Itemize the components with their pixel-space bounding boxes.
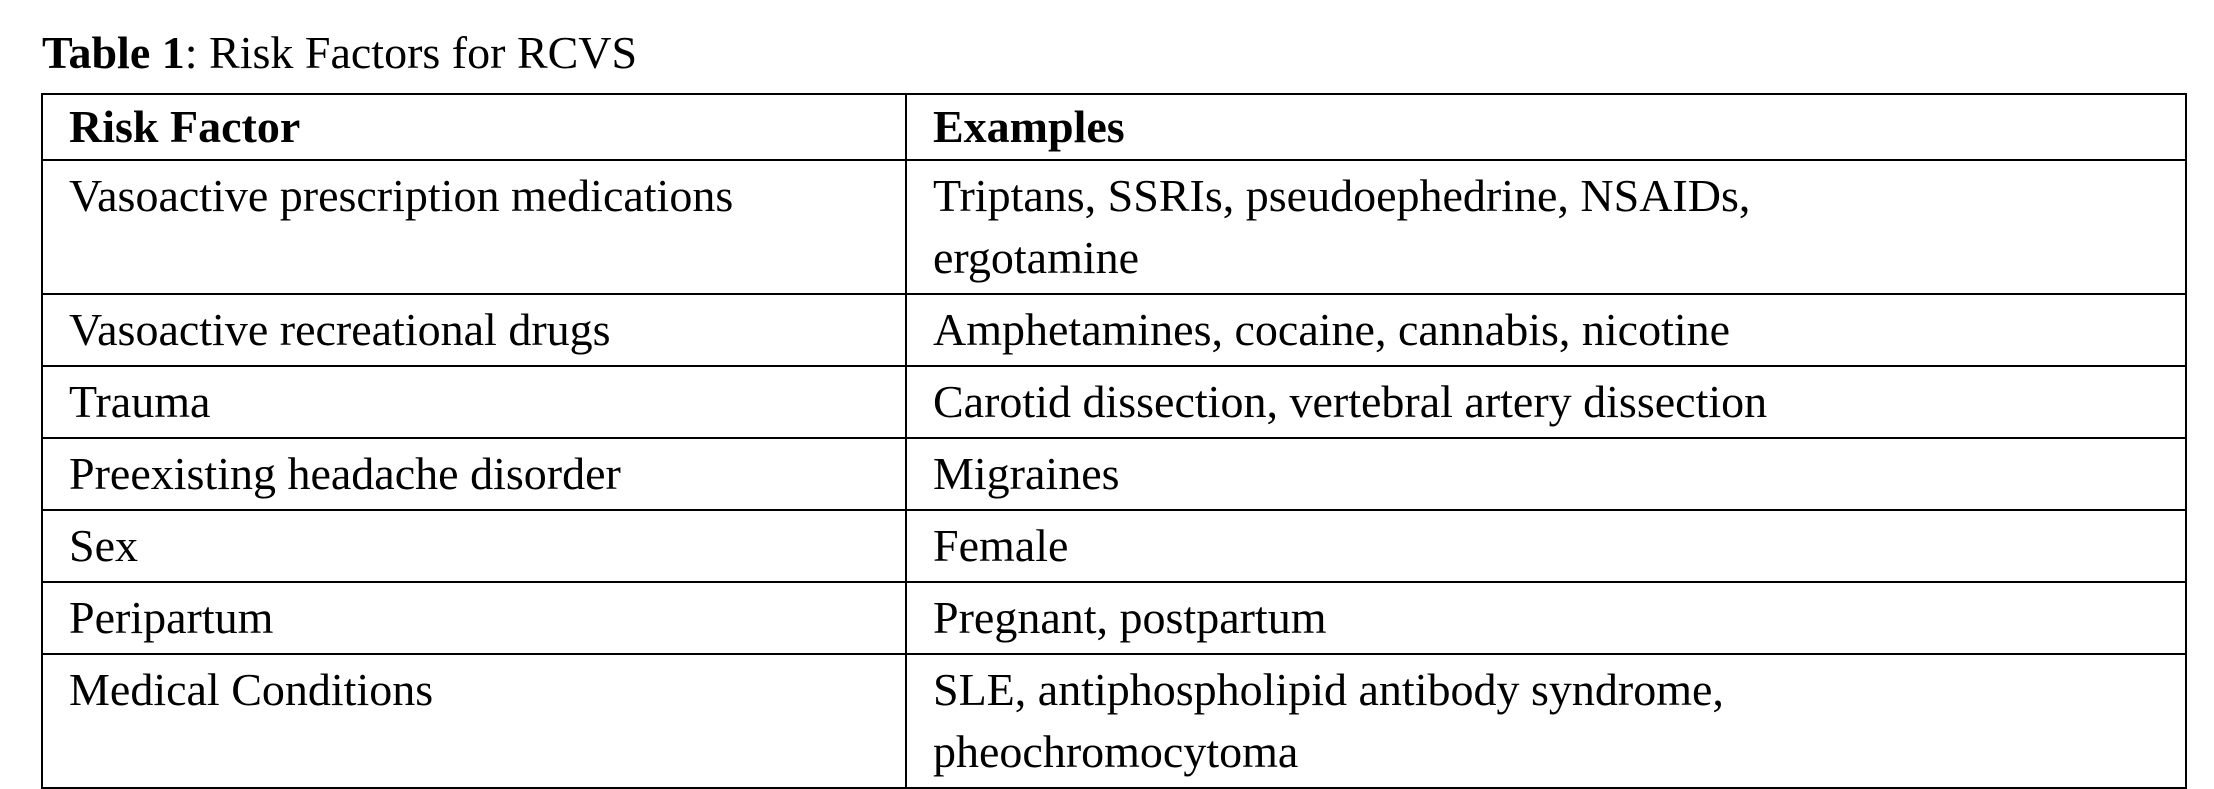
header-risk-factor: Risk Factor: [42, 94, 906, 160]
risk-factor-cell: Vasoactive prescription medications: [42, 160, 906, 294]
risk-factor-cell: Sex: [42, 510, 906, 582]
table-row: [42, 510, 2186, 582]
examples-cell: Pregnant, postpartum: [906, 582, 2186, 654]
risk-factor-cell: Vasoactive recreational drugs: [42, 294, 906, 366]
table-title: : Risk Factors for RCVS: [184, 27, 638, 78]
table-row: [42, 654, 2186, 788]
risk-factor-cell: Trauma: [42, 366, 906, 438]
table-row: [42, 582, 2186, 654]
examples-cell: SLE, antiphospholipid antibody syndrome, pheochromocytoma: [906, 654, 2186, 788]
table-header-row: [42, 94, 2186, 160]
table-row: [42, 294, 2186, 366]
table-row: [42, 366, 2186, 438]
risk-factor-cell: Medical Conditions: [42, 654, 906, 788]
risk-factor-cell: Peripartum: [42, 582, 906, 654]
table-row: [42, 160, 2186, 294]
table-row: [42, 438, 2186, 510]
header-examples: Examples: [906, 94, 2186, 160]
table-number: Table 1: [42, 27, 185, 78]
examples-cell: Carotid dissection, vertebral artery dissection: [906, 366, 2186, 438]
table-caption: [42, 27, 638, 78]
examples-cell: Amphetamines, cocaine, cannabis, nicotine: [906, 294, 2186, 366]
risk-factor-cell: Preexisting headache disorder: [42, 438, 906, 510]
examples-cell: Female: [906, 510, 2186, 582]
examples-cell: Triptans, SSRIs, pseudoephedrine, NSAIDs, ergotamine: [906, 160, 2186, 294]
risk-factors-table: [41, 93, 2187, 789]
examples-cell: Migraines: [906, 438, 2186, 510]
